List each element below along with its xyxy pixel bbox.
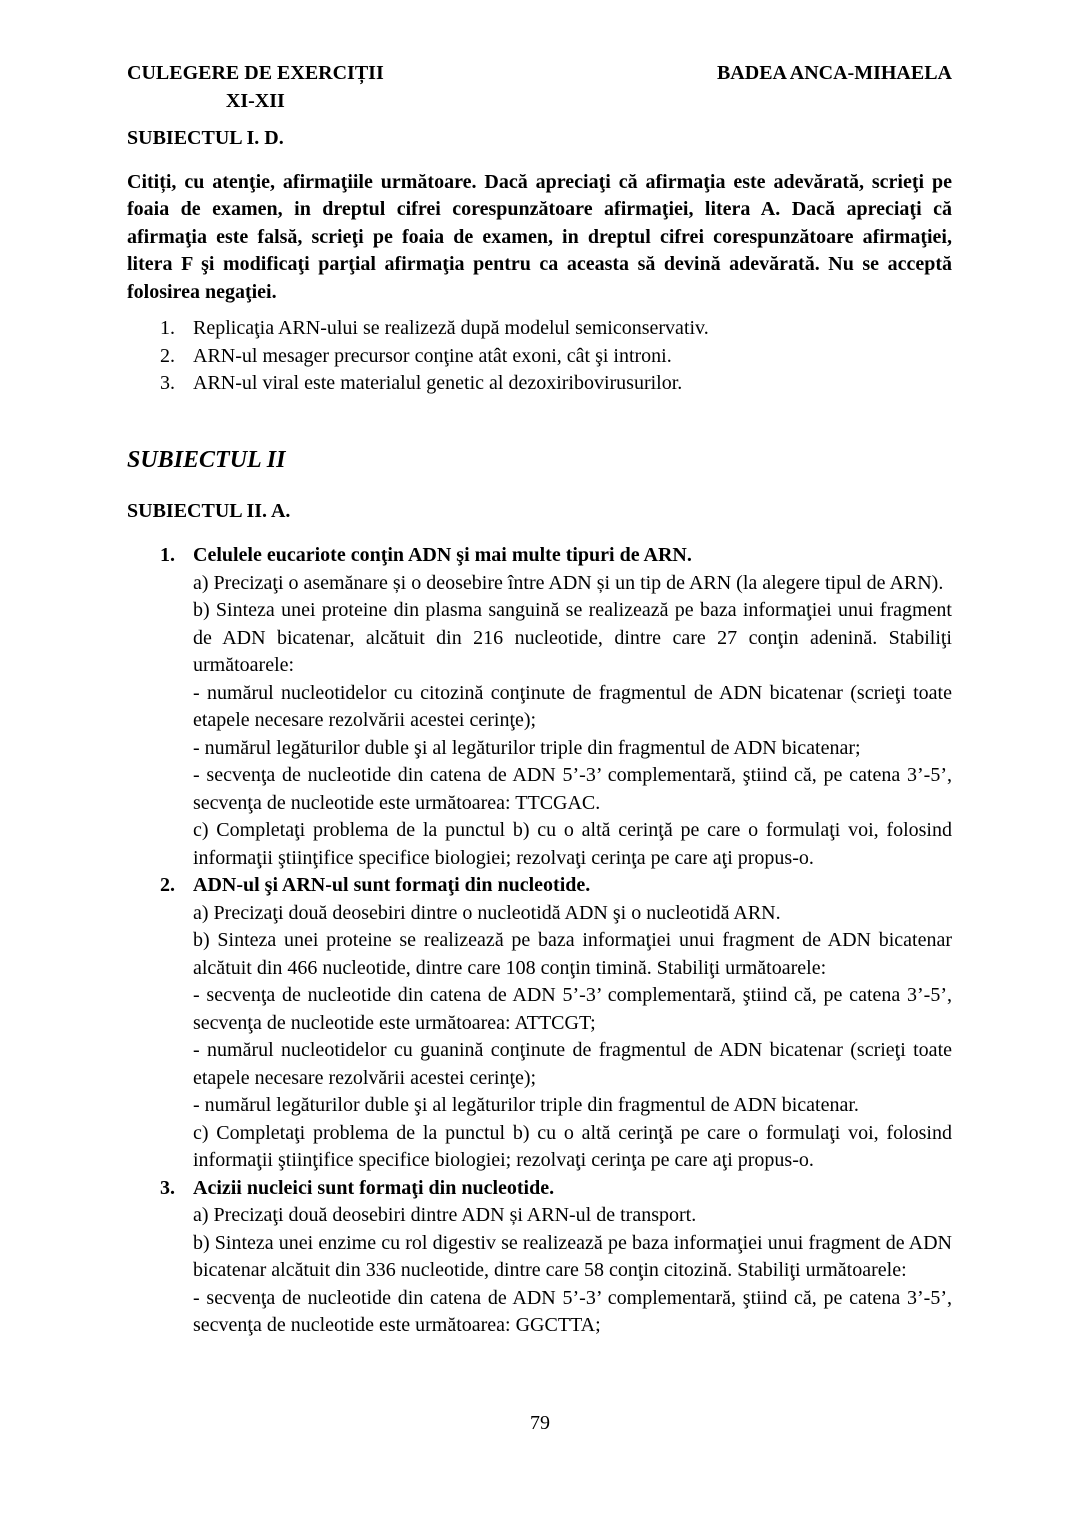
- problem-paragraph: - secvenţa de nucleotide din catena de ADN 5’-3’ complementară, ştiind că, pe catena 3’-5’, secvenţa de nucleotide este următoarea: GGCTTA;: [193, 1286, 952, 1336]
- problem-number: 1.: [160, 544, 175, 566]
- header-left: [127, 60, 384, 115]
- problem-item: [160, 1175, 952, 1340]
- statement-number: 3.: [160, 372, 175, 394]
- book-title: CULEGERE DE EXERCIȚII: [127, 62, 384, 84]
- class-range: XI-XII: [225, 89, 285, 112]
- problem-paragraph: a) Precizaţi două deosebiri dintre ADN și ARN-ul de transport.: [193, 1204, 697, 1226]
- problem-paragraph: - numărul legăturilor duble şi al legăturilor triple din fragmentul de ADN bicatenar.: [193, 1094, 859, 1116]
- problem-paragraph: - secvenţa de nucleotide din catena de ADN 5’-3’ complementară, ştiind că, pe catena 3’-5’, secvenţa de nucleotide este următoarea: ATTCGT;: [193, 984, 952, 1034]
- subject1-intro: Citiți, cu atenţie, afirmaţiile următoare. Dacă apreciaţi că afirmaţia este adevărată, scrieţi pe foaia de examen, in dreptul cifrei corespunzătoare afirmaţiei, litera A. Dacă apreciaţi că afirmaţia este falsă, scrieţi pe foaia de examen, in dreptul cifrei corespunzătoare afirmaţiei, litera F şi modificaţi parţial afirmaţia pentru ca aceasta să devină adevărată. Nu se acceptă folosirea negaţiei.: [127, 170, 952, 303]
- author-name: BADEA ANCA-MIHAELA: [716, 62, 952, 84]
- problem-number: 3.: [160, 1176, 175, 1199]
- problem-body: [193, 542, 952, 872]
- problem-paragraph: - numărul nucleotidelor cu guanină conţinute de fragmentul de ADN bicatenar (scrieţi toate etapele necesare rezolvării acestei cerinţe);: [193, 1039, 952, 1089]
- problem-paragraph: a) Precizaţi două deosebiri dintre o nucleotidă ADN şi o nucleotidă ARN.: [193, 901, 781, 924]
- page-number: 79: [530, 1411, 550, 1434]
- problem-title: Acizii nucleici sunt formaţi din nucleotide.: [193, 1176, 555, 1199]
- problem-paragraph: b) Sinteza unei proteine se realizează pe baza informaţiei unui fragment de ADN bicatenar alcătuit din 466 nucleotide, dintre care 108 conţin timină. Stabiliţi următoarele:: [193, 929, 952, 979]
- page-header: [127, 60, 952, 115]
- problem-paragraph: b) Sinteza unei proteine din plasma sanguină se realizează pe baza informaţiei unui fragment de ADN bicatenar, alcătuit din 216 nucleotide, dintre care 27 conţin adenină. Stabiliţi următoarele:: [193, 599, 952, 676]
- statement-item: [160, 315, 952, 343]
- problem-paragraph: c) Completaţi problema de la punctul b) cu o altă cerinţă pe care o formulaţi voi, folosind informaţii ştiinţifice specifice biologiei; rezolvaţi cerinţa pe care aţi propus-o.: [193, 1121, 952, 1171]
- problem-body: [193, 1175, 952, 1340]
- statement-number: 1.: [160, 317, 175, 339]
- statement-item: [160, 343, 952, 371]
- problem-title: ADN-ul şi ARN-ul sunt formaţi din nucleotide.: [193, 874, 591, 896]
- subject2-title: SUBIECTUL II: [127, 446, 286, 473]
- problem-item: [160, 542, 952, 872]
- problem-paragraph: - numărul nucleotidelor cu citozină conţinute de fragmentul de ADN bicatenar (scrieţi toate etapele necesare rezolvării acestei cerinţe);: [193, 681, 952, 731]
- problem-paragraph: - numărul legăturilor duble şi al legăturilor triple din fragmentul de ADN bicatenar;: [193, 736, 861, 759]
- problems-list: [127, 542, 952, 1340]
- problem-item: [160, 872, 952, 1175]
- statement-text: Replicaţia ARN-ului se realizeză după modelul semiconservativ.: [193, 317, 709, 339]
- statement-text: ARN-ul viral este materialul genetic al dezoxiribovirusurilor.: [193, 372, 683, 394]
- problem-paragraph: c) Completaţi problema de la punctul b) cu o altă cerinţă pe care o formulaţi voi, folosind informaţii ştiinţifice specifice biologiei; rezolvaţi cerinţa pe care aţi propus-o.: [193, 819, 952, 869]
- statement-item: [160, 370, 952, 398]
- problem-body: [193, 872, 952, 1175]
- subject1-title: SUBIECTUL I. D.: [127, 127, 284, 149]
- problem-number: 2.: [160, 874, 175, 896]
- problem-title: Celulele eucariote conţin ADN şi mai multe tipuri de ARN.: [193, 544, 692, 566]
- subject2-subtitle: SUBIECTUL II. A.: [127, 499, 291, 522]
- statement-text: ARN-ul mesager precursor conţine atât exoni, cât şi introni.: [193, 344, 672, 367]
- problem-paragraph: - secvenţa de nucleotide din catena de ADN 5’-3’ complementară, ştiind că, pe catena 3’-5’, secvenţa de nucleotide este următoarea: TTCGAC.: [193, 764, 952, 814]
- statements-list: [127, 315, 952, 398]
- problem-paragraph: a) Precizaţi o asemănare și o deosebire între ADN și un tip de ARN (la alegere tipul de ARN).: [193, 571, 944, 594]
- problem-paragraph: b) Sinteza unei enzime cu rol digestiv se realizează pe baza informaţiei unui fragment de ADN bicatenar alcătuit din 336 nucleotide, dintre care 58 conţin citozină. Stabiliţi următoarele:: [193, 1231, 952, 1281]
- statement-number: 2.: [160, 344, 175, 367]
